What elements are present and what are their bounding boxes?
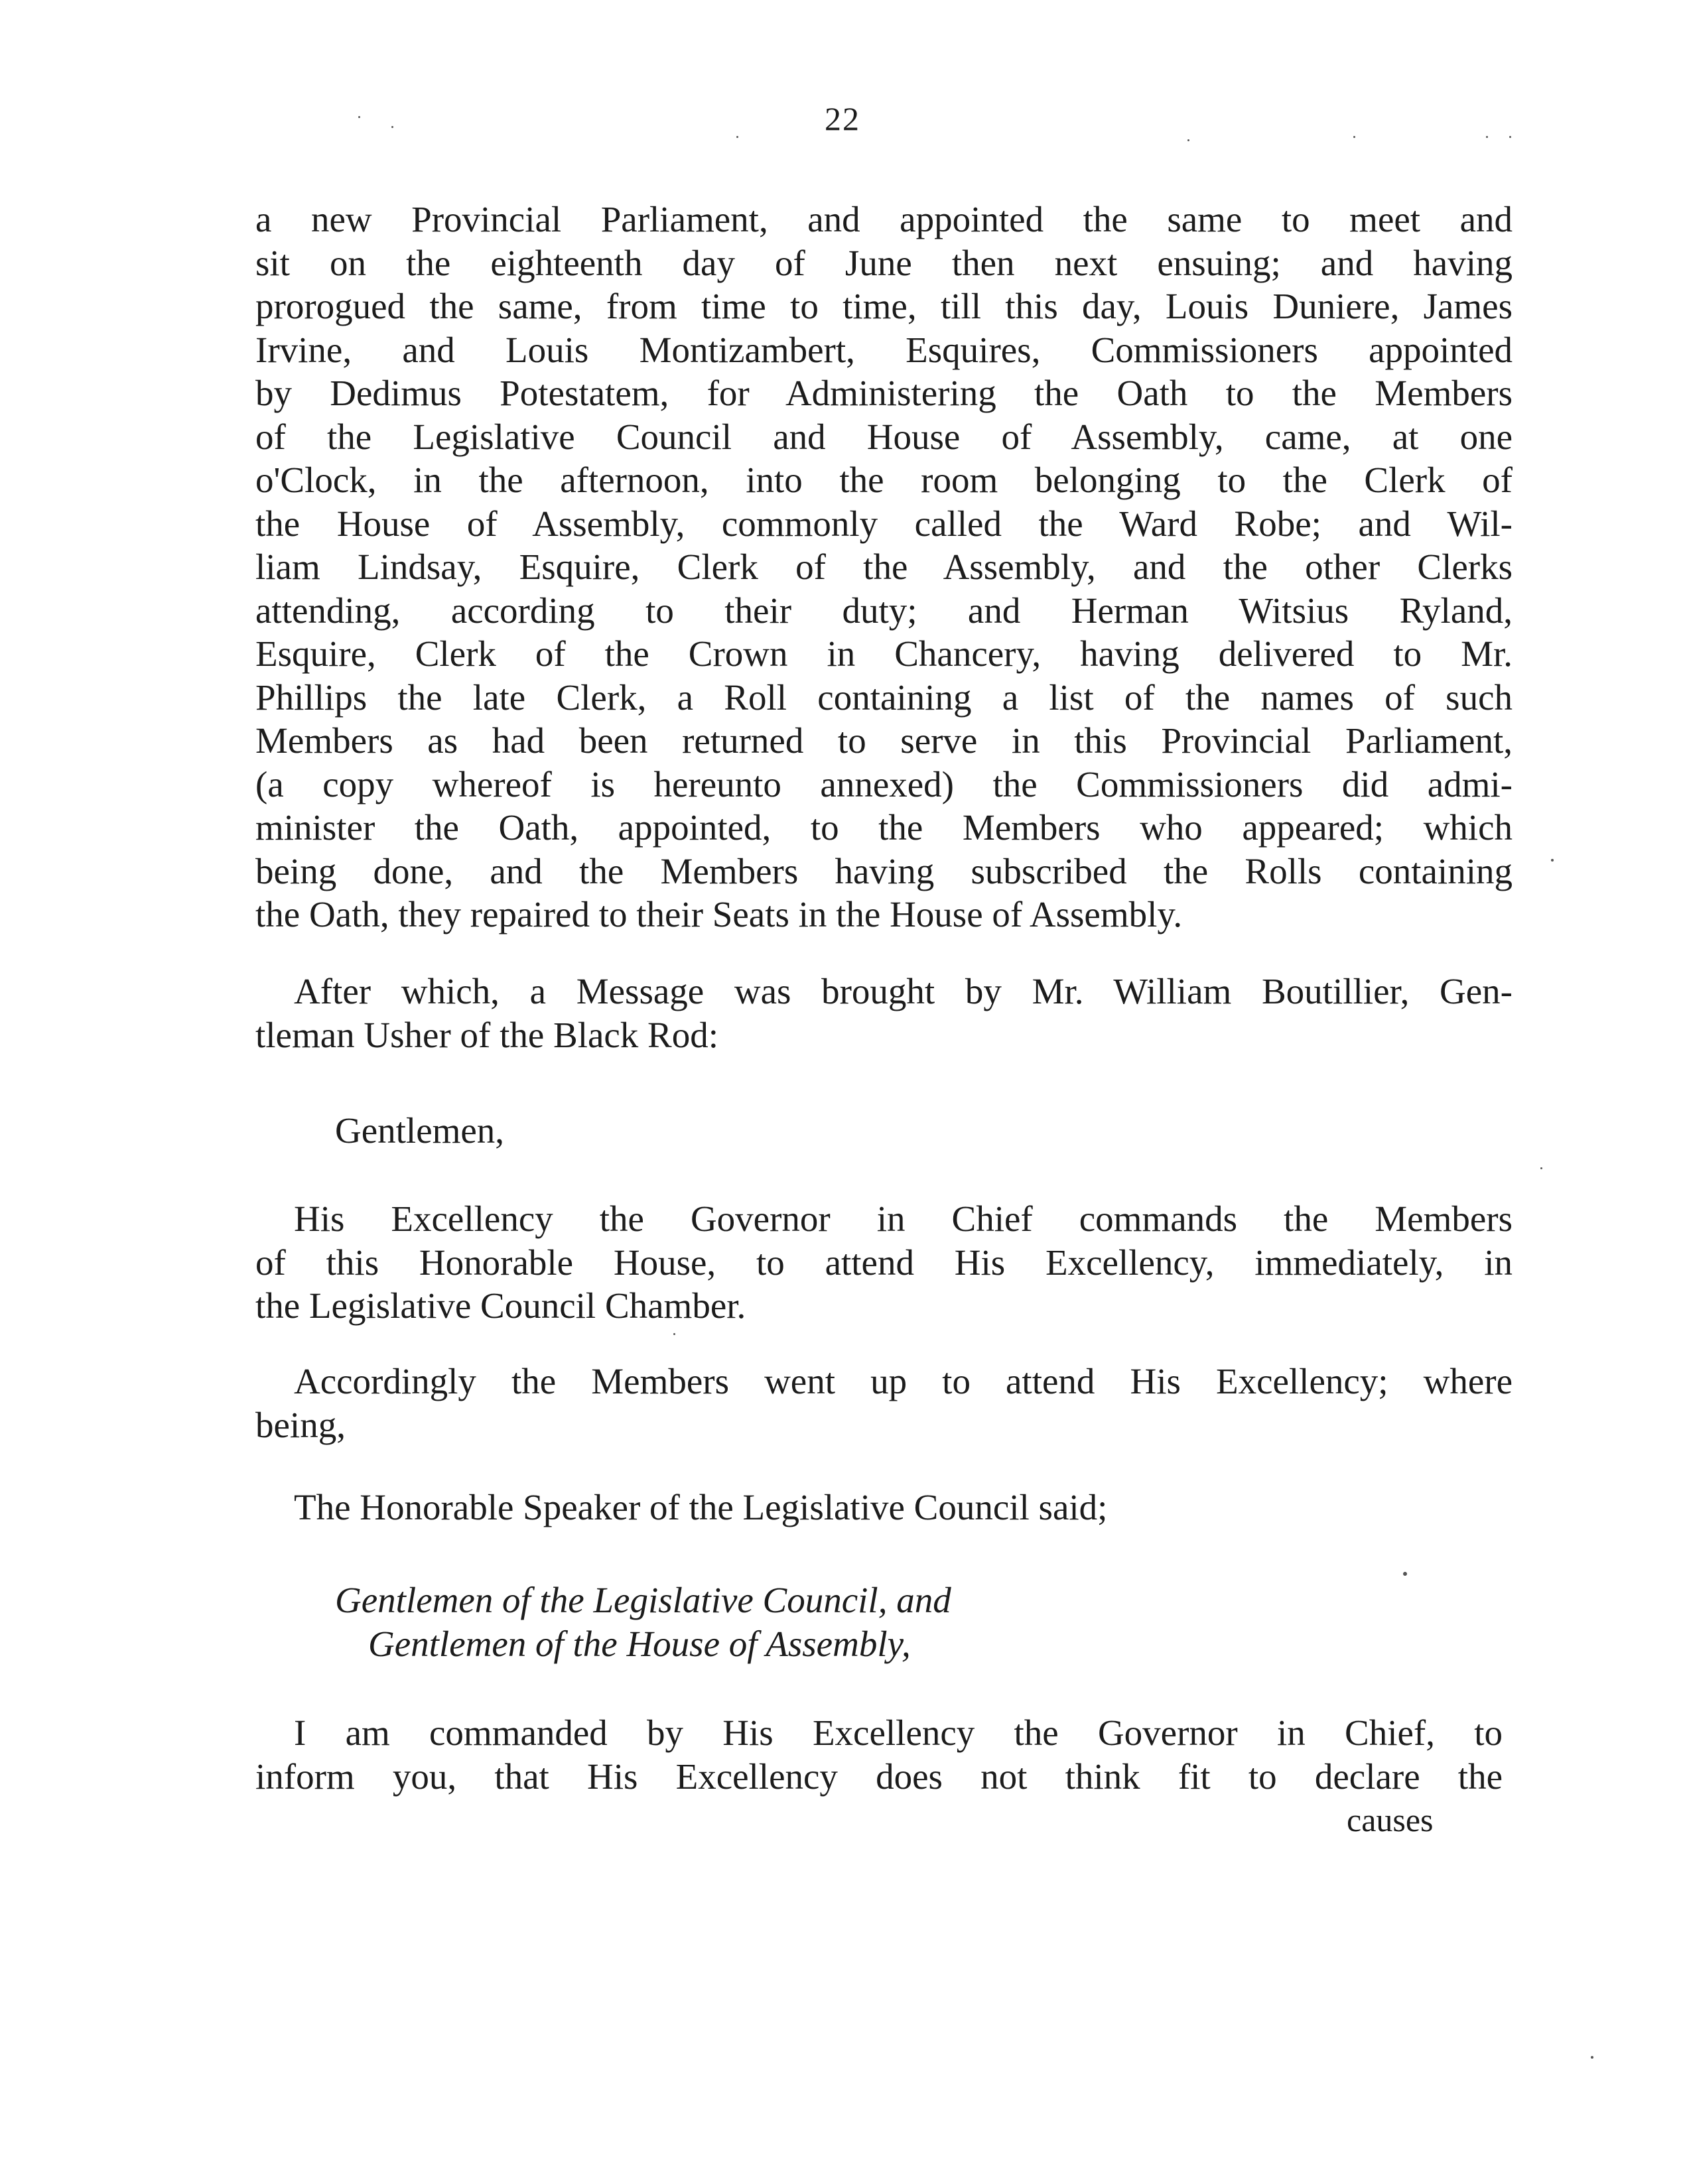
- text-line: prorogued the same, from time to time, till this day, Louis Duniere, James: [255, 286, 1513, 326]
- ink-speck: [1187, 139, 1189, 141]
- text-line: of this Honorable House, to attend His Excellency, immediately, in: [255, 1242, 1513, 1283]
- text-line: After which, a Message was brought by Mr. William Boutillier, Gen-: [294, 971, 1513, 1011]
- ink-speck: [358, 116, 360, 118]
- text-line: Gentlemen of the House of Assembly,: [368, 1623, 911, 1664]
- text-line: o'Clock, in the afternoon, into the room belonging to the Clerk of: [255, 460, 1513, 500]
- text-line: Esquire, Clerk of the Crown in Chancery, having delivered to Mr.: [255, 633, 1513, 674]
- text-line: sit on the eighteenth day of June then next ensuing; and having: [255, 242, 1513, 283]
- text-line: the House of Assembly, commonly called the Ward Robe; and Wil-: [255, 503, 1513, 544]
- text-line: the Oath, they repaired to their Seats in the House of Assembly.: [255, 894, 1183, 934]
- paragraph-governor-command: [255, 1197, 1513, 1328]
- text-line: I am commanded by His Excellency the Governor in Chief, to: [294, 1712, 1503, 1753]
- ink-speck: [736, 136, 738, 138]
- text-line: His Excellency the Governor in Chief commands the Members: [294, 1198, 1513, 1239]
- ink-speck: [1353, 136, 1355, 138]
- text-line: Gentlemen of the Legislative Council, and: [335, 1580, 951, 1620]
- text-line: the Legislative Council Chamber.: [255, 1285, 746, 1326]
- text-line: Accordingly the Members went up to attend His Excellency; where: [294, 1361, 1513, 1401]
- ink-speck: [1403, 1572, 1407, 1576]
- ink-speck: [1486, 136, 1488, 138]
- ink-speck: [1509, 136, 1511, 138]
- ink-speck: [1551, 859, 1554, 862]
- ink-speck: [391, 126, 393, 128]
- text-line: Members as had been returned to serve in this Provincial Parliament,: [255, 720, 1513, 761]
- paragraph-members-attend: [255, 1360, 1513, 1446]
- text-line: (a copy whereof is hereunto annexed) the Commissioners did admi-: [255, 763, 1513, 804]
- text-line: liam Lindsay, Esquire, Clerk of the Assembly, and the other Clerks: [255, 546, 1513, 587]
- text-line: Phillips the late Clerk, a Roll containing a list of the names of such: [255, 676, 1513, 718]
- catchword: causes: [1347, 1801, 1434, 1838]
- text-line: The Honorable Speaker of the Legislative Council said;: [294, 1487, 1108, 1527]
- paragraph-speaker-said: [255, 1486, 1513, 1529]
- ink-speck: [1591, 2056, 1593, 2059]
- page-number: 22: [825, 100, 860, 137]
- text-line: inform you, that His Excellency does not think fit to declare the: [255, 1756, 1503, 1797]
- paragraph-governor-informs: [255, 1711, 1503, 1798]
- paragraph-commissioners-oath: [255, 198, 1513, 936]
- text-line: a new Provincial Parliament, and appointed the same to meet and: [255, 199, 1513, 239]
- text-line: Irvine, and Louis Montizambert, Esquires, Commissioners appointed: [255, 329, 1513, 370]
- ink-speck: [673, 1333, 675, 1335]
- text-line: of the Legislative Council and House of Assembly, came, at one: [255, 416, 1513, 457]
- text-line: Gentlemen,: [335, 1110, 505, 1151]
- text-line: being,: [255, 1404, 346, 1445]
- text-line: attending, according to their duty; and Herman Witsius Ryland,: [255, 590, 1513, 631]
- paragraph-black-rod-message: [255, 970, 1513, 1057]
- text-line: tleman Usher of the Black Rod:: [255, 1014, 719, 1055]
- salutation: [335, 1109, 866, 1153]
- ink-speck: [1540, 1167, 1542, 1169]
- address-block: [335, 1578, 1197, 1665]
- text-line: being done, and the Members having subscribed the Rolls containing: [255, 850, 1513, 891]
- text-line: minister the Oath, appointed, to the Members who appeared; which: [255, 807, 1513, 848]
- text-line: by Dedimus Potestatem, for Administering the Oath to the Members: [255, 373, 1513, 413]
